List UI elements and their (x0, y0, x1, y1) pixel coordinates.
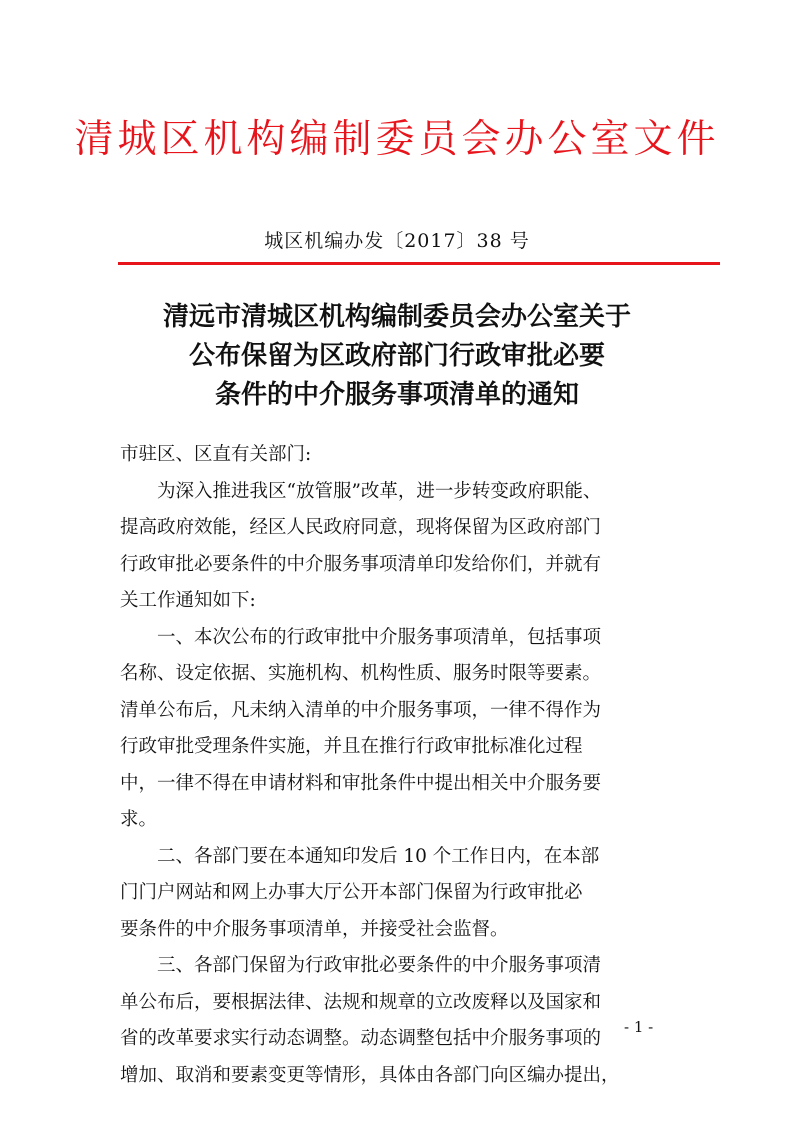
body-line: 关工作通知如下: (120, 590, 256, 611)
salutation: 市驻区、区直有关部门: (120, 444, 312, 465)
body-line: 增加、取消和要素变更等情形，具体由各部门向区编办提出， (120, 1064, 620, 1086)
body-line: 行政审批受理条件实施，并且在推行行政审批标准化过程 (120, 736, 583, 757)
body-line: 一、本次公布的行政审批中介服务事项清单，包括事项 (157, 626, 602, 648)
notice-title-line: 清远市清城区机构编制委员会办公室关于 (162, 302, 631, 332)
body-line: 二、各部门要在本通知印发后 10 个工作日内，在本部 (157, 845, 600, 867)
body-line: 为深入推进我区“放管服”改革，进一步转变政府职能、 (157, 480, 602, 502)
body-line: 中，一律不得在申请材料和审批条件中提出相关中介服务要 (120, 772, 602, 794)
body-line: 三、各部门保留为行政审批必要条件的中介服务事项清 (157, 955, 602, 976)
notice-body (120, 437, 680, 1094)
body-line: 提高政府效能，经区人民政府同意，现将保留为区政府部门 (120, 517, 602, 538)
notice-title-line: 条件的中介服务事项清单的通知 (214, 380, 579, 410)
page-number: - 1 - (624, 1018, 654, 1036)
body-line: 清单公布后，凡未纳入清单的中介服务事项，一律不得作为 (120, 699, 602, 721)
body-line: 要条件的中介服务事项清单，并接受社会监督。 (120, 918, 509, 940)
document-number: 城区机编办发〔2017〕38 号 (264, 230, 530, 252)
body-line: 求。 (120, 809, 158, 830)
body-line: 名称、设定依据、实施机构、机构性质、服务时限等要素。 (120, 663, 602, 684)
body-line: 门门户网站和网上办事大厅公开本部门保留为行政审批必 (120, 882, 583, 903)
body-line: 省的改革要求实行动态调整。动态调整包括中介服务事项的 (120, 1028, 602, 1049)
notice-title (0, 298, 794, 415)
red-divider-line (118, 262, 720, 265)
body-line: 行政审批必要条件的中介服务事项清单印发给你们，并就有 (120, 553, 602, 575)
document-header-title: 清城区机构编制委员会办公室文件 (74, 117, 720, 162)
notice-title-line: 公布保留为区政府部门行政审批必要 (188, 341, 605, 371)
body-line: 单公布后，要根据法律、法规和规章的立改废释以及国家和 (120, 991, 602, 1013)
